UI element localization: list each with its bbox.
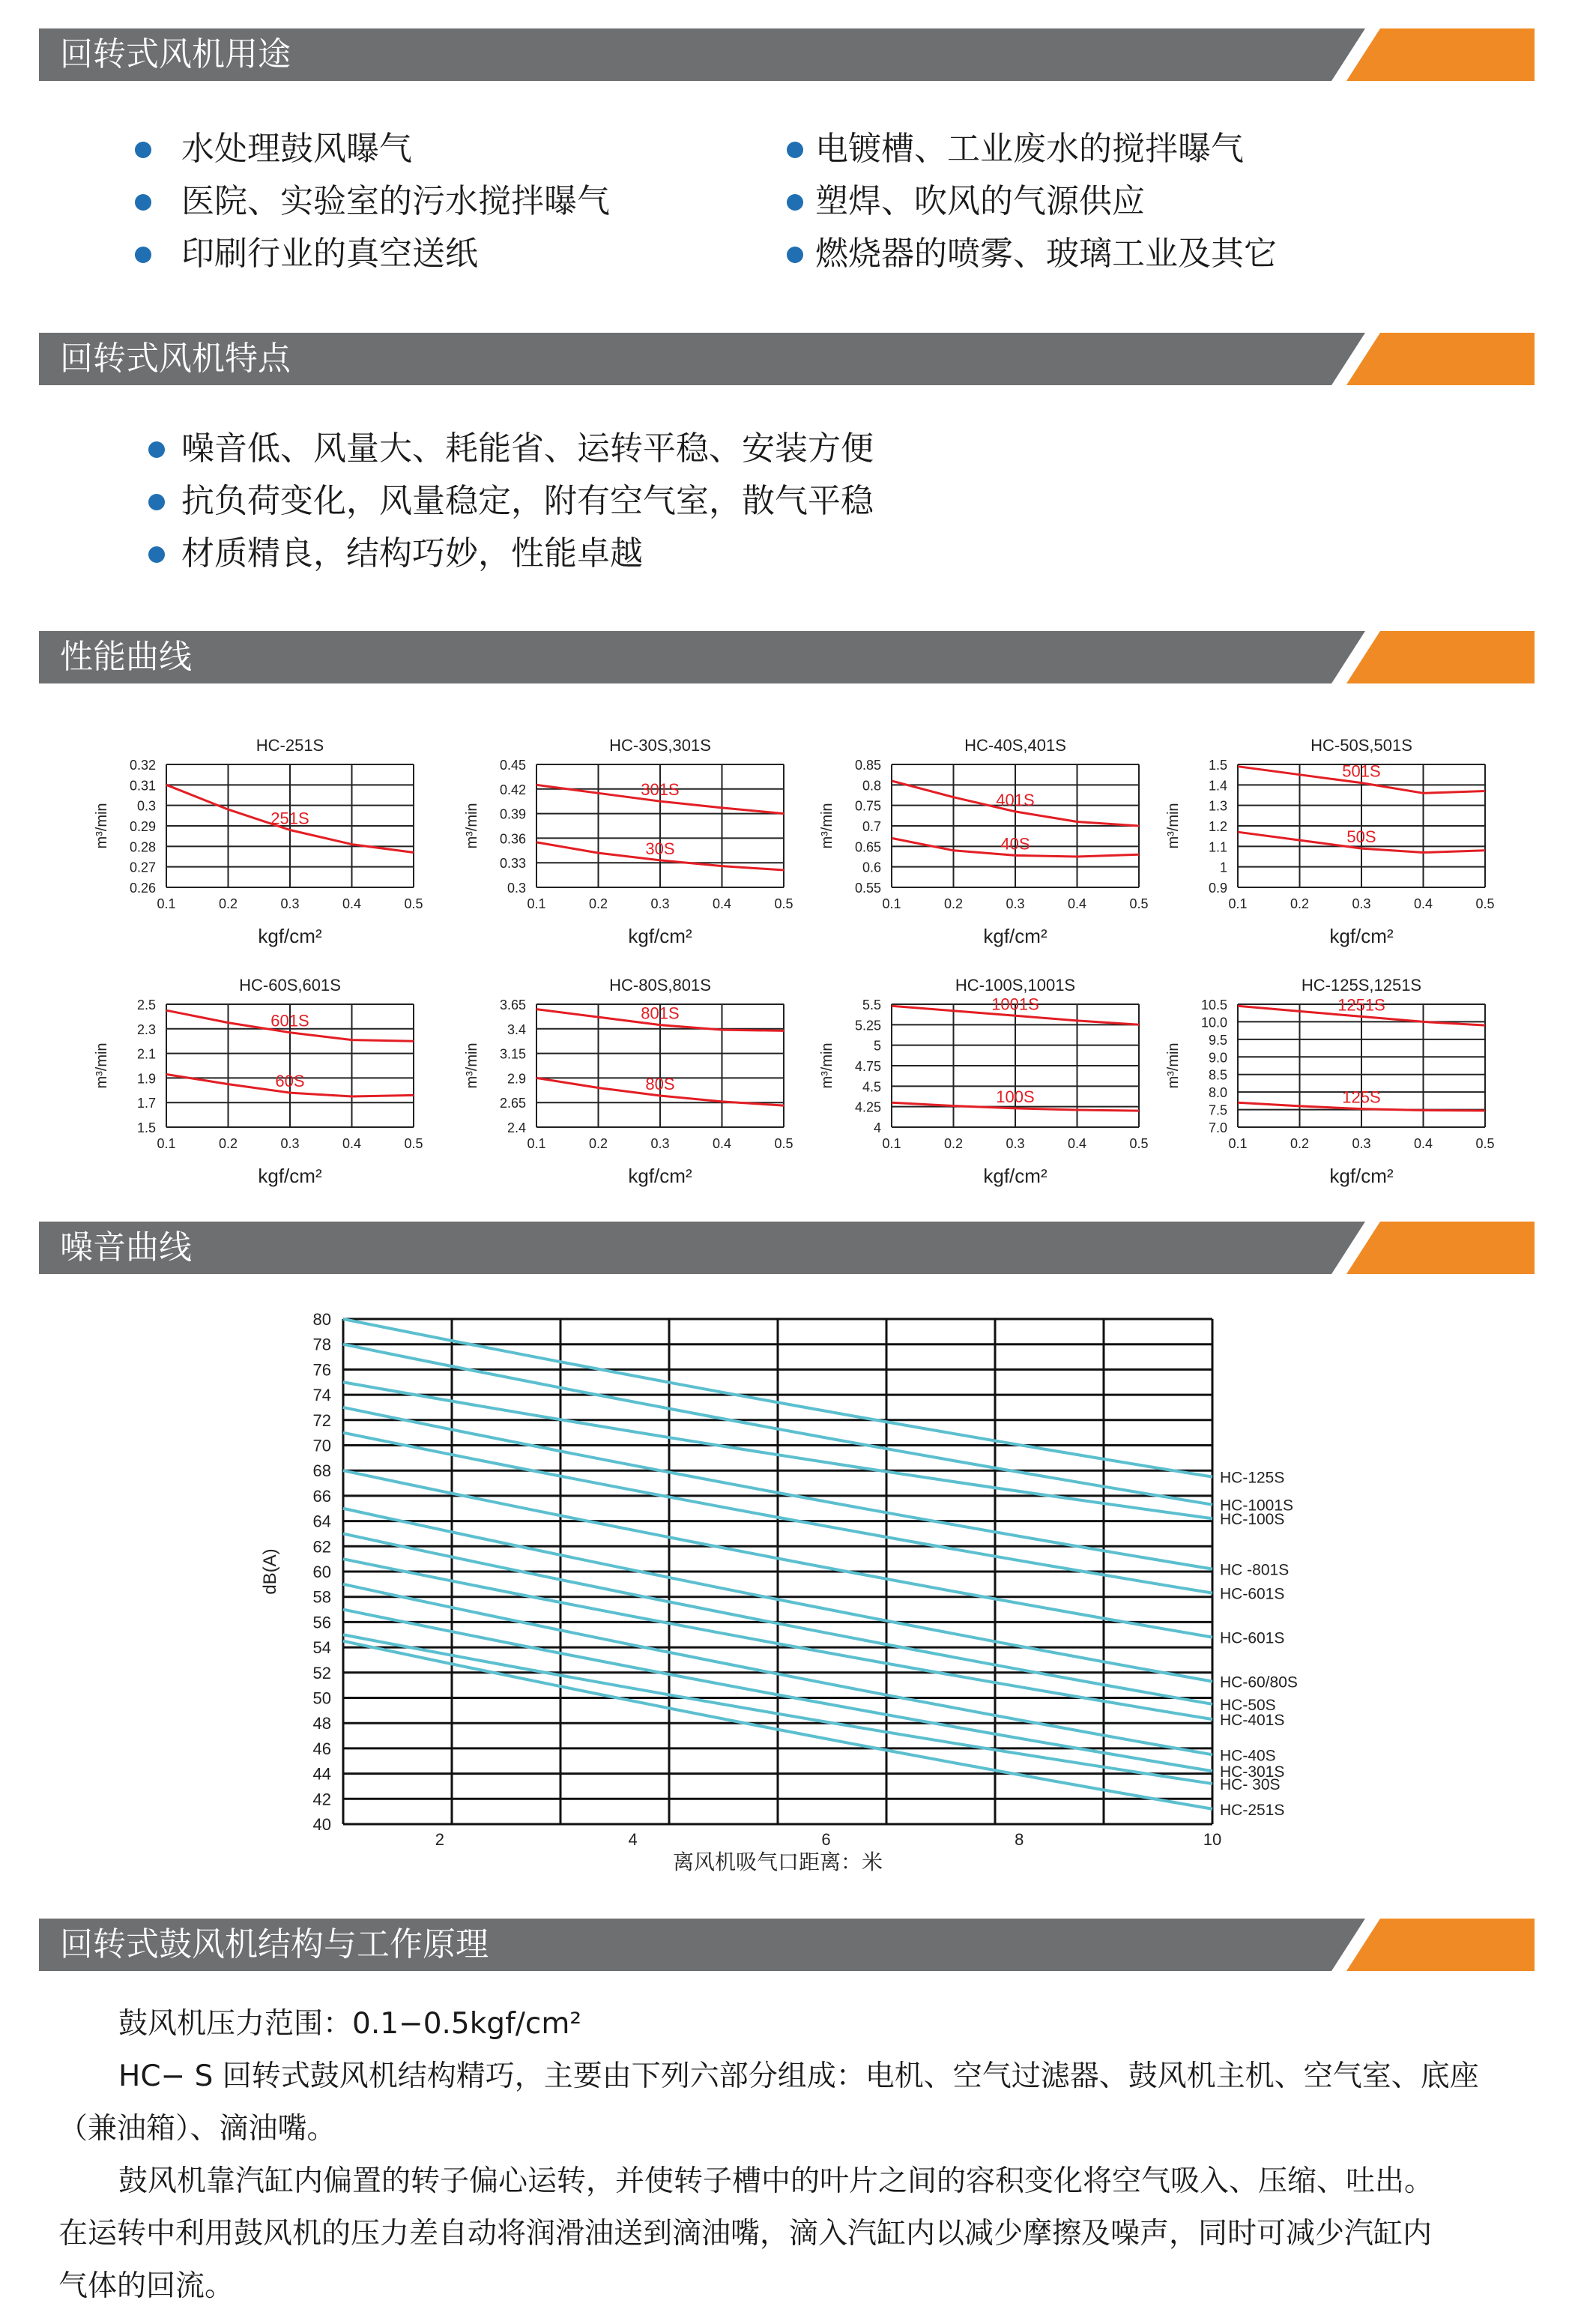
y-tick-label: 0.3: [507, 881, 526, 896]
x-tick-label: 0.4: [712, 896, 732, 911]
y-tick-label: 5.25: [854, 1018, 881, 1033]
section-bar-bg: [39, 631, 1535, 683]
series-label: HC-100S: [1220, 1511, 1285, 1529]
x-axis-label: kgf/cm²: [983, 1165, 1047, 1187]
y-tick-label: 9.5: [1208, 1032, 1227, 1048]
y-tick-label: 2.9: [507, 1071, 526, 1087]
series-label: 401S: [996, 790, 1035, 809]
y-tick-label: 1.1: [1208, 839, 1227, 855]
y-tick-label: 0.42: [499, 782, 526, 797]
y-tick-label: 2.1: [136, 1046, 156, 1062]
series-label: HC-60/80S: [1220, 1673, 1298, 1691]
y-tick-label: 0.3: [136, 798, 156, 814]
y-tick-label: 1.7: [136, 1096, 156, 1111]
x-tick-label: 0.2: [1290, 896, 1310, 911]
noise-chart: [0, 1297, 1569, 1896]
y-tick-label: 0.55: [854, 881, 881, 896]
series-label: 30S: [645, 839, 675, 858]
x-axis-label: kgf/cm²: [983, 925, 1047, 947]
series-label: 601S: [270, 1011, 309, 1030]
y-tick-label: 58: [312, 1587, 331, 1607]
y-axis-label: m³/min: [94, 803, 110, 849]
x-tick-label: 0.4: [1413, 896, 1433, 911]
y-tick-label: 0.31: [129, 778, 156, 794]
series-label: HC-50S: [1220, 1696, 1276, 1714]
x-tick-label: 0.1: [882, 896, 901, 911]
y-axis-label: m³/min: [819, 1042, 835, 1089]
series-label: 40S: [1000, 834, 1030, 854]
series-label: HC-1001S: [1220, 1497, 1294, 1515]
y-tick-label: 72: [312, 1410, 331, 1430]
y-tick-label: 2.4: [507, 1120, 526, 1135]
y-tick-label: 0.9: [1208, 881, 1227, 896]
y-tick-label: 0.28: [129, 839, 156, 855]
x-tick-label: 0.1: [882, 1136, 901, 1151]
y-tick-label: 0.33: [499, 856, 526, 872]
y-tick-label: 8.0: [1208, 1085, 1227, 1101]
y-tick-label: 80: [312, 1310, 331, 1329]
x-tick-label: 0.5: [774, 896, 793, 911]
y-tick-label: 48: [312, 1714, 331, 1733]
structure-line: 在运转中利用鼓风机的压力差自动将润滑油送到滴油嘴，滴入汽缸内以减少摩擦及噪声，同时可减少汽缸内: [58, 2217, 1433, 2251]
usage-item: 电镀槽、工业废水的搅拌曝气: [815, 130, 1244, 168]
performance-chart: [819, 976, 1149, 1187]
x-tick-label: 0.1: [527, 1136, 546, 1151]
x-tick-label: 0.1: [1228, 896, 1248, 911]
bullet-dot: [148, 441, 165, 458]
y-tick-label: 40: [312, 1815, 331, 1834]
bullet-dot: [148, 494, 165, 510]
y-tick-label: 4: [873, 1120, 881, 1135]
y-axis-label: m³/min: [464, 1042, 480, 1089]
x-axis-label: kgf/cm²: [1329, 925, 1394, 947]
x-tick-label: 0.5: [404, 1136, 423, 1151]
x-tick-label: 0.4: [1067, 896, 1087, 911]
x-tick-label: 0.5: [1475, 1136, 1495, 1151]
x-tick-label: 8: [1015, 1830, 1024, 1849]
x-tick-label: 10: [1203, 1830, 1222, 1849]
series-label: HC-40S: [1220, 1747, 1276, 1765]
y-axis-label: m³/min: [1165, 1042, 1182, 1089]
x-tick-label: 0.4: [342, 1136, 362, 1151]
y-axis-label: m³/min: [94, 1042, 110, 1089]
series-label: HC-251S: [1220, 1801, 1285, 1819]
y-tick-label: 64: [312, 1512, 331, 1531]
y-tick-label: 0.27: [129, 860, 156, 875]
y-tick-label: 1.3: [1208, 798, 1227, 814]
y-tick-label: 2.65: [499, 1096, 526, 1111]
y-tick-label: 66: [312, 1486, 331, 1506]
y-tick-label: 74: [312, 1386, 331, 1405]
x-axis-label: 离风机吸气口距离：米: [672, 1850, 883, 1874]
performance-chart: [94, 736, 423, 947]
y-axis-label: dB(A): [260, 1548, 280, 1595]
y-tick-label: 0.29: [129, 819, 156, 834]
y-tick-label: 0.7: [862, 819, 881, 834]
performance-charts: [0, 704, 1569, 1199]
y-tick-label: 0.8: [862, 778, 881, 794]
y-axis-label: m³/min: [819, 803, 835, 849]
y-tick-label: 68: [312, 1461, 331, 1481]
y-tick-label: 10.0: [1200, 1015, 1227, 1030]
x-tick-label: 0.3: [650, 896, 670, 911]
feature-item: 抗负荷变化，风量稳定，附有空气室，散气平稳: [181, 482, 874, 520]
y-tick-label: 0.26: [129, 881, 156, 896]
performance-chart: [464, 976, 793, 1187]
y-tick-label: 60: [312, 1563, 331, 1581]
y-tick-label: 1.5: [136, 1120, 156, 1135]
y-tick-label: 10.5: [1200, 997, 1227, 1012]
performance-chart: [1165, 736, 1495, 947]
section-title-usage: 回转式风机用途: [60, 35, 291, 73]
series-label: 60S: [275, 1072, 305, 1091]
x-axis-label: kgf/cm²: [628, 925, 692, 947]
y-tick-label: 3.65: [499, 997, 526, 1012]
section-bar-noise: [39, 1222, 1535, 1274]
performance-chart: [819, 736, 1149, 947]
structure-line: （兼油箱）、滴油嘴。: [58, 2112, 336, 2146]
series-label: HC-601S: [1220, 1585, 1285, 1603]
section-title-structure: 回转式鼓风机结构与工作原理: [60, 1925, 489, 1964]
section-bar-features: [39, 333, 1535, 385]
y-tick-label: 56: [312, 1613, 331, 1632]
x-tick-label: 0.2: [218, 1136, 238, 1151]
y-tick-label: 1.2: [1208, 819, 1227, 834]
chart-title: HC-251S: [256, 736, 324, 755]
x-axis-label: kgf/cm²: [628, 1165, 692, 1187]
y-tick-label: 7.0: [1208, 1120, 1227, 1135]
section-title-noise: 噪音曲线: [60, 1228, 192, 1267]
usage-item: 医院、实验室的污水搅拌曝气: [181, 182, 610, 220]
y-tick-label: 46: [312, 1739, 331, 1758]
x-tick-label: 0.2: [588, 896, 608, 911]
feature-item: 噪音低、风量大、耗能省、运转平稳、安装方便: [181, 429, 874, 468]
series-label: 301S: [641, 780, 680, 800]
noise-plot: [260, 1310, 1298, 1874]
chart-title: HC-30S,301S: [609, 736, 711, 755]
y-tick-label: 0.39: [499, 806, 526, 822]
x-tick-label: 0.2: [588, 1136, 608, 1151]
x-tick-label: 0.1: [1228, 1136, 1248, 1151]
usage-item: 印刷行业的真空送纸: [181, 235, 478, 273]
performance-chart: [1165, 976, 1495, 1187]
structure-line: 鼓风机靠汽缸内偏置的转子偏心运转，并使转子槽中的叶片之间的容积变化将空气吸入、压缩、吐出。: [118, 2164, 1434, 2198]
y-tick-label: 44: [312, 1764, 331, 1784]
x-tick-label: 0.4: [1067, 1136, 1087, 1151]
x-tick-label: 0.2: [1290, 1136, 1310, 1151]
series-label: HC-401S: [1220, 1712, 1285, 1730]
x-tick-label: 0.1: [527, 896, 546, 911]
y-tick-label: 42: [312, 1790, 331, 1809]
x-tick-label: 0.5: [1475, 896, 1495, 911]
x-tick-label: 4: [628, 1830, 638, 1849]
chart-title: HC-80S,801S: [609, 976, 711, 995]
section-bar-structure: [39, 1919, 1535, 1971]
x-tick-label: 6: [821, 1830, 831, 1849]
y-tick-label: 4.5: [862, 1079, 881, 1095]
x-tick-label: 0.2: [943, 1136, 964, 1151]
y-tick-label: 1.9: [136, 1071, 156, 1087]
y-tick-label: 5.5: [862, 997, 881, 1012]
series-label: 501S: [1342, 761, 1381, 781]
x-tick-label: 0.4: [712, 1136, 732, 1151]
y-tick-label: 54: [312, 1638, 331, 1658]
chart-title: HC-50S,501S: [1310, 736, 1412, 755]
performance-chart: [464, 736, 793, 947]
chart-title: HC-125S,1251S: [1301, 976, 1422, 995]
series-label: 100S: [996, 1087, 1035, 1106]
y-tick-label: 2.5: [136, 997, 156, 1012]
y-axis-label: m³/min: [1165, 803, 1182, 849]
structure-line: 鼓风机压力范围：0.1−0.5kgf/cm²: [118, 2007, 582, 2041]
x-tick-label: 0.3: [650, 1136, 670, 1151]
y-tick-label: 76: [312, 1360, 331, 1380]
y-tick-label: 9.0: [1208, 1050, 1227, 1066]
x-tick-label: 0.5: [1129, 1136, 1149, 1151]
x-tick-label: 0.5: [404, 896, 423, 911]
bullet-dot: [135, 194, 151, 211]
series-label: HC-601S: [1220, 1629, 1285, 1647]
y-tick-label: 70: [312, 1436, 331, 1455]
series-label: 251S: [270, 809, 309, 828]
x-axis-label: kgf/cm²: [258, 1165, 322, 1187]
y-tick-label: 0.45: [499, 758, 526, 773]
series-label: 50S: [1346, 827, 1376, 847]
bullet-dot: [787, 142, 803, 158]
section-title-performance: 性能曲线: [60, 638, 192, 676]
feature-item: 材质精良，结构巧妙，性能卓越: [181, 534, 643, 573]
usage-item: 燃烧器的喷雾、玻璃工业及其它: [815, 235, 1277, 273]
performance-chart: [94, 976, 423, 1187]
section-bar-bg: [39, 1222, 1535, 1274]
x-tick-label: 0.3: [1352, 1136, 1371, 1151]
y-tick-label: 1.5: [1208, 758, 1227, 773]
series-label: HC- 30S: [1220, 1776, 1281, 1794]
x-tick-label: 0.3: [280, 1136, 300, 1151]
y-tick-label: 7.5: [1208, 1102, 1227, 1118]
y-tick-label: 4.75: [854, 1059, 881, 1074]
usage-item: 水处理鼓风曝气: [181, 130, 412, 168]
series-label: 125S: [1342, 1087, 1381, 1107]
y-tick-label: 78: [312, 1335, 331, 1354]
y-tick-label: 1: [1219, 860, 1227, 875]
bullet-dot: [787, 194, 803, 211]
x-tick-label: 0.5: [1129, 896, 1149, 911]
usage-item: 塑焊、吹风的气源供应: [815, 182, 1145, 220]
structure-line: 气体的回流。: [58, 2269, 235, 2303]
y-tick-label: 1.4: [1208, 778, 1227, 794]
x-tick-label: 2: [435, 1830, 445, 1849]
bullet-dot: [787, 247, 803, 263]
chart-title: HC-60S,601S: [239, 976, 341, 995]
section-bar-performance: [39, 631, 1535, 683]
y-tick-label: 8.5: [1208, 1067, 1227, 1083]
x-tick-label: 0.3: [1006, 896, 1025, 911]
chart-title: HC-40S,401S: [964, 736, 1066, 755]
x-tick-label: 0.1: [157, 896, 176, 911]
series-label: 801S: [641, 1003, 680, 1023]
x-tick-label: 0.4: [342, 896, 362, 911]
x-tick-label: 0.2: [218, 896, 238, 911]
x-tick-label: 0.3: [1006, 1136, 1025, 1151]
bullet-dot: [135, 247, 151, 263]
x-axis-label: kgf/cm²: [1329, 1165, 1394, 1187]
y-tick-label: 2.3: [136, 1021, 156, 1037]
structure-line: HC− S 回转式鼓风机结构精巧，主要由下列六部分组成：电机、空气过滤器、鼓风机主机、空气室、底座: [118, 2059, 1479, 2093]
series-label: HC -801S: [1220, 1561, 1290, 1579]
bullet-dot: [135, 142, 151, 158]
series-label: 1001S: [991, 995, 1039, 1014]
section-title-features: 回转式风机特点: [60, 339, 291, 378]
series-label: 1251S: [1337, 995, 1385, 1015]
series-label: HC-301S: [1220, 1763, 1285, 1781]
y-tick-label: 52: [312, 1663, 331, 1682]
y-tick-label: 0.36: [499, 831, 526, 847]
y-axis-label: m³/min: [464, 803, 480, 849]
x-axis-label: kgf/cm²: [258, 925, 322, 947]
y-tick-label: 4.25: [854, 1099, 881, 1115]
x-tick-label: 0.5: [774, 1136, 793, 1151]
y-tick-label: 0.75: [854, 798, 881, 814]
x-tick-label: 0.1: [157, 1136, 176, 1151]
chart-title: HC-100S,1001S: [955, 976, 1076, 995]
series-label: 80S: [645, 1075, 675, 1094]
x-tick-label: 0.3: [280, 896, 300, 911]
y-tick-label: 3.15: [499, 1046, 526, 1062]
y-tick-label: 5: [873, 1038, 881, 1054]
y-tick-label: 0.65: [854, 839, 881, 855]
y-tick-label: 0.85: [854, 758, 881, 773]
y-tick-label: 0.6: [862, 860, 881, 875]
x-tick-label: 0.2: [943, 896, 964, 911]
bullet-dot: [148, 546, 165, 563]
x-tick-label: 0.4: [1413, 1136, 1433, 1151]
series-label: HC-125S: [1220, 1469, 1285, 1487]
y-tick-label: 0.32: [129, 758, 156, 773]
x-tick-label: 0.3: [1352, 896, 1371, 911]
y-tick-label: 3.4: [507, 1021, 526, 1037]
y-tick-label: 50: [312, 1688, 331, 1708]
y-tick-label: 62: [312, 1537, 331, 1557]
section-bar-usage: [39, 28, 1535, 81]
